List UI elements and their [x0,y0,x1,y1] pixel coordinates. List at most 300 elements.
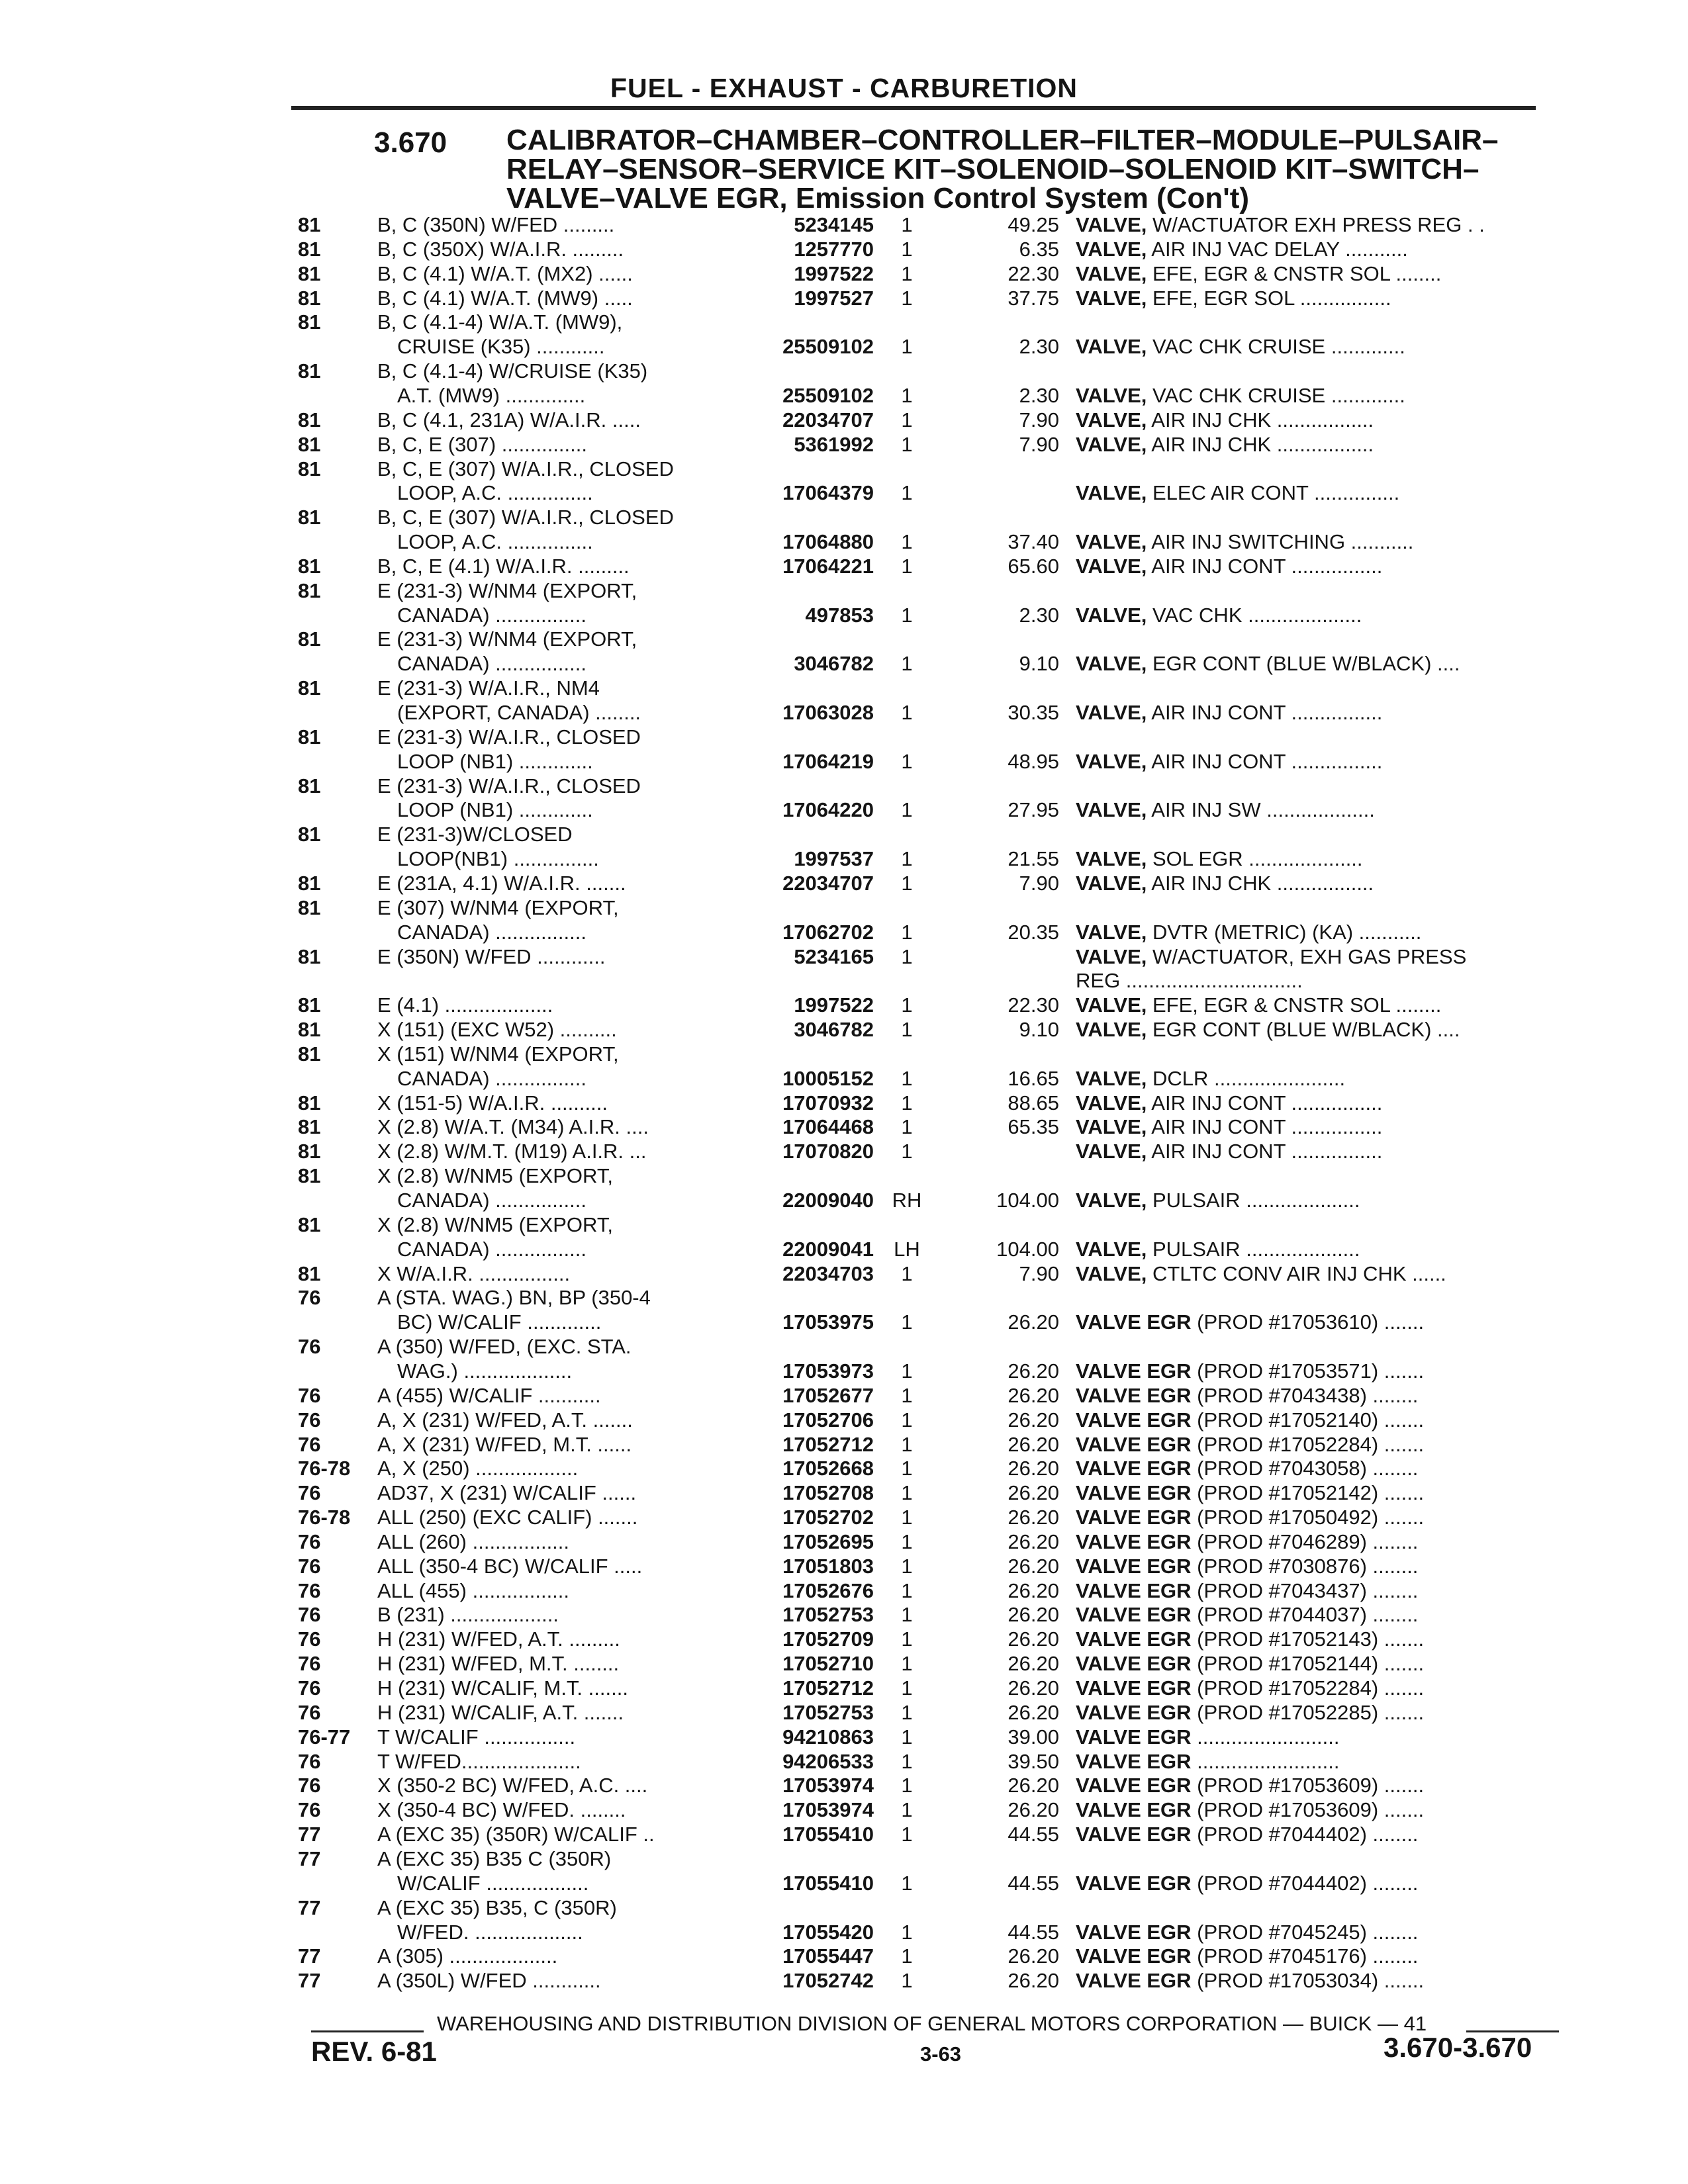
quantity: 1 [901,1944,913,1968]
part-description [1076,1384,1418,1408]
part-description [1076,335,1405,359]
quantity: 1 [901,1457,913,1480]
model-description: E (350N) W/FED ............ [377,944,606,968]
quantity: 1 [901,798,913,822]
part-number: 22009041 [782,1237,874,1261]
quantity: 1 [901,1749,913,1773]
part-name: VALVE EGR [1076,1676,1192,1700]
model-description: T W/CALIF ................ [377,1725,576,1749]
quantity: 1 [901,286,913,310]
model-year: 77 [298,1846,321,1870]
model-year: 81 [298,1018,321,1042]
model-year: 76 [298,1408,321,1432]
quantity: 1 [901,383,913,407]
model-year: 76 [298,1603,321,1627]
model-year: 81 [298,1212,321,1236]
part-name: VALVE EGR [1076,1506,1192,1529]
model-description: E (231-3) W/A.I.R., CLOSED [377,774,641,797]
price: 26.20 [1008,1627,1059,1651]
quantity: 1 [901,1603,913,1627]
part-name: VALVE EGR [1076,1529,1192,1553]
part-description [1076,1359,1424,1383]
part-detail: ELEC AIR CONT ............... [1147,481,1400,505]
model-description-cont: LOOP (NB1) ............. [397,798,593,822]
model-year: 76 [298,1676,321,1700]
part-description [1076,1750,1339,1774]
model-year: 81 [298,457,321,480]
quantity: 1 [901,432,913,456]
model-year: 81 [298,432,321,456]
part-detail: ......................... [1191,1749,1340,1773]
model-description: E (4.1) ................... [377,993,553,1017]
part-number: 17070932 [782,1091,874,1115]
part-detail: AIR INJ SWITCHING ........... [1147,530,1414,554]
price: 7.90 [1019,408,1059,432]
part-name: VALVE, [1076,1140,1147,1163]
model-year: 81 [298,823,321,846]
quantity: 1 [901,1359,913,1383]
part-description [1076,1238,1360,1261]
quantity: 1 [901,1725,913,1749]
model-description: B, C, E (307) W/A.I.R., CLOSED [377,506,674,529]
model-description: H (231) W/FED, A.T. ......... [377,1627,620,1651]
price: 37.75 [1008,286,1059,310]
part-name: VALVE EGR [1076,1578,1192,1602]
part-number: 17063028 [782,701,874,724]
part-number: 3046782 [794,1018,874,1042]
part-name: VALVE, [1076,481,1147,505]
price: 22.30 [1008,993,1059,1017]
quantity: 1 [901,944,913,968]
model-description: E (231A, 4.1) W/A.I.R. ....... [377,871,626,895]
part-detail: (PROD #17053571) ....... [1191,1359,1425,1383]
price: 27.95 [1008,798,1059,822]
part-description [1076,1018,1460,1042]
part-name: VALVE EGR [1076,1700,1192,1724]
part-detail: (PROD #17052284) ....... [1191,1676,1425,1700]
part-name: VALVE EGR [1076,1554,1192,1578]
part-description [1076,701,1382,725]
part-number: 5234145 [794,213,874,236]
model-year: 76-77 [298,1725,351,1749]
model-description: B, C (4.1) W/A.T. (MX2) ...... [377,261,633,285]
model-description: A (EXC 35) B35, C (350R) [377,1895,617,1919]
model-year: 77 [298,1944,321,1968]
part-detail: VAC CHK .................... [1147,603,1362,627]
part-detail: (PROD #17053034) ....... [1191,1969,1425,1993]
model-description: X (2.8) W/NM5 (EXPORT, [377,1164,613,1188]
model-year: 81 [298,1091,321,1115]
model-description: ALL (250) (EXC CALIF) ....... [377,1506,638,1529]
part-description [1076,1115,1382,1139]
price: 26.20 [1008,1944,1059,1968]
part-name: VALVE EGR [1076,1627,1192,1651]
model-year: 81 [298,1261,321,1285]
footer-revision: REV. 6-81 [311,2036,437,2067]
price: 26.20 [1008,1578,1059,1602]
part-number: 17052742 [782,1969,874,1993]
part-name: VALVE, [1076,432,1147,456]
part-description [1076,798,1375,822]
quantity: 1 [901,1823,913,1846]
part-description [1076,433,1374,457]
price: 7.90 [1019,1261,1059,1285]
model-description: A (EXC 35) (350R) W/CALIF .. [377,1823,655,1846]
model-year: 76 [298,1652,321,1676]
part-number: 17064880 [782,530,874,554]
model-description-cont: LOOP(NB1) ............... [397,847,599,871]
part-name: VALVE, [1076,408,1147,432]
part-description [1076,1408,1424,1432]
part-number: 17052753 [782,1603,874,1627]
part-number: 22009040 [782,1189,874,1212]
model-year: 76 [298,1335,321,1359]
part-name: VALVE EGR [1076,1969,1192,1993]
part-name: VALVE, [1076,261,1147,285]
model-year: 81 [298,310,321,334]
part-number: 17051803 [782,1554,874,1578]
part-detail: (PROD #17052142) ....... [1191,1481,1425,1505]
part-name: VALVE, [1076,749,1147,773]
part-description [1076,872,1374,895]
model-year: 81 [298,993,321,1017]
model-description-cont: CANADA) ................ [397,603,586,627]
model-description: X (2.8) W/NM5 (EXPORT, [377,1212,613,1236]
model-description: A (350) W/FED, (EXC. STA. [377,1335,632,1359]
model-description: B, C (4.1, 231A) W/A.I.R. ..... [377,408,641,432]
model-year: 81 [298,725,321,749]
quantity: 1 [901,1627,913,1651]
model-year: 81 [298,1115,321,1139]
model-description: E (231-3) W/NM4 (EXPORT, [377,578,637,602]
model-description: B, C (350X) W/A.I.R. ......... [377,237,624,261]
part-number: 22034707 [782,408,874,432]
part-number: 1997537 [794,847,874,871]
part-name: VALVE, [1076,1018,1147,1042]
part-number: 94206533 [782,1749,874,1773]
part-description [1076,1310,1424,1334]
model-description: A (305) ................... [377,1944,558,1968]
quantity: 1 [901,652,913,676]
model-description: A (EXC 35) B35 C (350R) [377,1846,612,1870]
part-name: VALVE, [1076,383,1147,407]
part-description [1076,481,1399,505]
model-description: X (151) W/NM4 (EXPORT, [377,1042,619,1066]
part-number: 17052677 [782,1383,874,1407]
model-year: 81 [298,554,321,578]
model-description: A (STA. WAG.) BN, BP (350-4 [377,1286,651,1310]
part-description [1076,1652,1424,1676]
part-name: VALVE EGR [1076,1359,1192,1383]
part-detail: DCLR ....................... [1147,1066,1346,1090]
part-number: 17052753 [782,1700,874,1724]
part-number: 17053974 [782,1774,874,1797]
quantity: 1 [901,603,913,627]
price: 26.20 [1008,1700,1059,1724]
model-description: X (2.8) W/M.T. (M19) A.I.R. ... [377,1140,647,1163]
part-description [1076,287,1391,310]
part-number: 22034703 [782,1261,874,1285]
part-number: 1257770 [794,237,874,261]
part-detail: (PROD #17053610) ....... [1191,1310,1425,1334]
price: 65.35 [1008,1115,1059,1139]
model-description: E (307) W/NM4 (EXPORT, [377,895,619,919]
part-detail: (PROD #7045176) ........ [1191,1944,1419,1968]
model-description-cont: LOOP, A.C. ............... [397,530,593,554]
model-year: 76 [298,1529,321,1553]
part-number: 17070820 [782,1140,874,1163]
part-name: VALVE, [1076,1261,1147,1285]
part-detail: (PROD #17050492) ....... [1191,1506,1425,1529]
price: 7.90 [1019,432,1059,456]
price: 26.20 [1008,1506,1059,1529]
model-year: 76 [298,1481,321,1505]
part-detail: (PROD #7043437) ........ [1191,1578,1419,1602]
model-year: 81 [298,676,321,700]
part-detail: ......................... [1191,1725,1340,1749]
model-description: AD37, X (231) W/CALIF ...... [377,1481,637,1505]
part-name: VALVE, [1076,701,1147,724]
footer-division: WAREHOUSING AND DISTRIBUTION DIVISION OF GENERAL MOTORS CORPORATION — BUICK — 41 [437,2012,1427,2035]
part-number: 17052712 [782,1432,874,1456]
section-title-line: CALIBRATOR–CHAMBER–CONTROLLER–FILTER–MODULE–PULSAIR– [506,124,1499,156]
model-year: 76 [298,1774,321,1797]
model-description: X W/A.I.R. ................ [377,1261,571,1285]
quantity: 1 [901,920,913,944]
part-detail: (PROD #17052285) ....... [1191,1700,1425,1724]
part-detail: EFE, EGR & CNSTR SOL ........ [1147,261,1442,285]
part-number: 17052710 [782,1652,874,1676]
model-year: 76 [298,1700,321,1724]
part-detail: CTLTC CONV AIR INJ CHK ...... [1147,1261,1446,1285]
part-description [1076,847,1363,871]
quantity: 1 [901,1408,913,1432]
part-detail: EFE, EGR & CNSTR SOL ........ [1147,993,1442,1017]
part-name: VALVE EGR [1076,1823,1192,1846]
model-description-cont: CANADA) ................ [397,1066,586,1090]
part-description [1076,1676,1424,1700]
part-description [1076,262,1441,286]
price: 20.35 [1008,920,1059,944]
part-detail: AIR INJ CONT ................ [1147,1140,1383,1163]
part-number: 17052708 [782,1481,874,1505]
part-number: 17053975 [782,1310,874,1334]
quantity: 1 [901,1969,913,1993]
model-year: 76 [298,1749,321,1773]
part-name: VALVE, [1076,1115,1147,1139]
price: 30.35 [1008,701,1059,724]
part-detail: AIR INJ CONT ................ [1147,701,1383,724]
section-title-line: RELAY–SENSOR–SERVICE KIT–SOLENOID–SOLENOID KIT–SWITCH– [506,153,1479,185]
part-detail: EFE, EGR SOL ................ [1147,286,1391,310]
model-year: 81 [298,1164,321,1188]
part-number: 17062702 [782,920,874,944]
model-description: A (455) W/CALIF ........... [377,1383,601,1407]
part-number: 25509102 [782,383,874,407]
part-description [1076,1872,1418,1895]
model-year: 76-78 [298,1506,351,1529]
part-number: 17064221 [782,554,874,578]
model-year: 81 [298,1042,321,1066]
model-description: X (350-2 BC) W/FED, A.C. .... [377,1774,648,1797]
price: 9.10 [1019,652,1059,676]
part-number: 17052709 [782,1627,874,1651]
part-detail: AIR INJ CONT ................ [1147,554,1383,578]
part-number: 17052702 [782,1506,874,1529]
quantity: 1 [901,1383,913,1407]
part-description [1076,1823,1418,1846]
model-description-cont: CRUISE (K35) ............ [397,335,605,359]
part-detail: (PROD #7044402) ........ [1191,1871,1419,1895]
price: 21.55 [1008,847,1059,871]
model-description: E (231-3) W/NM4 (EXPORT, [377,627,637,651]
model-description-cont: CANADA) ................ [397,920,586,944]
part-name: VALVE EGR [1076,1481,1192,1505]
part-number: 25509102 [782,335,874,359]
price: 26.20 [1008,1603,1059,1627]
part-name: VALVE, [1076,1091,1147,1115]
quantity: 1 [901,1310,913,1334]
price: 104.00 [996,1237,1059,1261]
part-number: 17055420 [782,1920,874,1944]
part-description [1076,604,1362,627]
part-name: VALVE EGR [1076,1871,1192,1895]
part-number: 17052695 [782,1529,874,1553]
part-description [1076,1433,1424,1457]
part-name: VALVE EGR [1076,1432,1192,1456]
part-description [1076,1969,1424,1993]
part-description [1076,1506,1424,1529]
model-year: 76 [298,1286,321,1310]
model-year: 81 [298,408,321,432]
quantity: 1 [901,554,913,578]
part-name: VALVE EGR [1076,1798,1192,1822]
part-description [1076,1701,1424,1725]
quantity: 1 [901,237,913,261]
part-detail: (PROD #7046289) ........ [1191,1529,1419,1553]
price: 26.20 [1008,1652,1059,1676]
price: 39.50 [1008,1749,1059,1773]
price: 2.30 [1019,335,1059,359]
model-description: B (231) ................... [377,1603,559,1627]
price: 44.55 [1008,1920,1059,1944]
model-year: 76 [298,1627,321,1651]
part-number: 17052712 [782,1676,874,1700]
model-description: B, C (4.1-4) W/CRUISE (K35) [377,359,648,383]
part-number: 17053974 [782,1798,874,1822]
price: 26.20 [1008,1969,1059,1993]
section-title-line: VALVE–VALVE EGR, Emission Control System (Con't) [506,182,1249,214]
quantity: 1 [901,1261,913,1285]
price: 6.35 [1019,237,1059,261]
price: 26.20 [1008,1529,1059,1553]
model-description-cont: W/FED. ................... [397,1920,583,1944]
model-description-cont: CANADA) ................ [397,1237,586,1261]
model-description: B, C, E (307) ............... [377,432,587,456]
part-description [1076,213,1485,237]
part-description [1076,1944,1418,1968]
part-name: VALVE, [1076,847,1147,871]
part-detail: AIR INJ CONT ................ [1147,1115,1383,1139]
model-year: 81 [298,774,321,797]
model-description: E (231-3) W/A.I.R., NM4 [377,676,600,700]
model-description-cont: A.T. (MW9) .............. [397,383,586,407]
part-name: VALVE, [1076,1189,1147,1212]
part-description [1076,1530,1418,1554]
quantity: LH [894,1237,920,1261]
part-name: VALVE, [1076,1066,1147,1090]
price: 26.20 [1008,1457,1059,1480]
quantity: 1 [901,335,913,359]
part-number: 5361992 [794,432,874,456]
quantity: 1 [901,1091,913,1115]
model-year: 76 [298,1798,321,1822]
model-year: 81 [298,506,321,529]
part-detail: EGR CONT (BLUE W/BLACK) .... [1147,1018,1460,1042]
price: 44.55 [1008,1871,1059,1895]
price: 26.20 [1008,1481,1059,1505]
part-number: 1997522 [794,993,874,1017]
part-description [1076,1627,1424,1651]
price: 22.30 [1008,261,1059,285]
model-year: 76 [298,1383,321,1407]
model-description: A, X (231) W/FED, A.T. ....... [377,1408,633,1432]
part-name: VALVE, [1076,1237,1147,1261]
quantity: 1 [901,1652,913,1676]
quantity: 1 [901,1140,913,1163]
part-name: VALVE, [1076,944,1147,968]
quantity: 1 [901,261,913,285]
part-name: VALVE EGR [1076,1383,1192,1407]
part-name: VALVE EGR [1076,1408,1192,1432]
part-number: 10005152 [782,1066,874,1090]
quantity: 1 [901,1798,913,1822]
part-description [1076,1921,1418,1944]
model-year: 76 [298,1432,321,1456]
model-description: T W/FED..................... [377,1749,581,1773]
model-description-cont: BC) W/CALIF ............. [397,1310,602,1334]
part-detail: PULSAIR .................... [1147,1237,1360,1261]
section-number: 3.670 [374,126,447,159]
quantity: 1 [901,847,913,871]
quantity: 1 [901,530,913,554]
part-detail: REG ............................... [1076,969,1303,993]
model-year: 81 [298,578,321,602]
part-description [1076,1091,1382,1115]
model-description: H (231) W/CALIF, M.T. ....... [377,1676,628,1700]
part-number: 17052706 [782,1408,874,1432]
part-detail: (PROD #17052284) ....... [1191,1432,1425,1456]
part-description [1076,408,1374,432]
part-detail: DVTR (METRIC) (KA) ........... [1147,920,1422,944]
part-detail: VAC CHK CRUISE ............. [1147,383,1405,407]
part-detail: VAC CHK CRUISE ............. [1147,335,1405,359]
quantity: 1 [901,871,913,895]
model-description: ALL (350-4 BC) W/CALIF ..... [377,1554,643,1578]
quantity: 1 [901,213,913,236]
quantity: 1 [901,408,913,432]
price: 65.60 [1008,554,1059,578]
part-detail: (PROD #7044402) ........ [1191,1823,1419,1846]
part-detail: AIR INJ VAC DELAY ........... [1147,237,1408,261]
model-description-cont: (EXPORT, CANADA) ........ [397,701,641,724]
part-detail: W/ACTUATOR EXH PRESS REG . . [1147,213,1485,236]
part-name: VALVE EGR [1076,1652,1192,1676]
part-detail: W/ACTUATOR, EXH GAS PRESS [1147,944,1467,968]
part-name: VALVE EGR [1076,1749,1192,1773]
part-name: VALVE EGR [1076,1310,1192,1334]
model-year: 77 [298,1823,321,1846]
